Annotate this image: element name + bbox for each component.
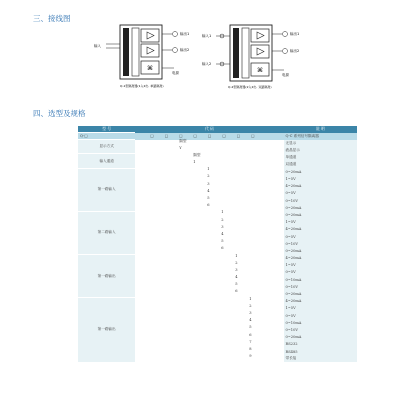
second-output-code: 8 <box>135 348 283 355</box>
table-row <box>78 211 357 218</box>
wiring-diagram-right <box>200 24 310 94</box>
second-input-desc: 4~20mA <box>284 226 358 233</box>
first-output-code: 2 <box>135 262 283 269</box>
input-channels-code: 隔型 <box>135 154 283 161</box>
second-input-code: 6 <box>135 247 283 254</box>
model-row <box>78 133 357 140</box>
first-input-code: 2 <box>135 175 283 182</box>
table-row <box>78 298 357 305</box>
second-output-desc: 0~10mA <box>284 319 358 326</box>
first-input-desc: 0~5V <box>284 190 358 197</box>
second-output-desc: RS232 <box>284 341 358 348</box>
second-output-desc: RS485 <box>284 348 358 355</box>
input-channels-desc: 双通道 <box>284 161 358 168</box>
first-output-code: 5 <box>135 283 283 290</box>
diagram-caption: Q-1型隔离器(1入2出, 单路隔离) <box>120 84 164 88</box>
first-output-code: 6 <box>135 290 283 297</box>
header-model: 型 号 <box>78 126 135 133</box>
wiring-diagram-left <box>92 24 202 94</box>
input2-label: 输入2 <box>202 62 212 66</box>
output1-label: 输出1 <box>180 32 190 36</box>
svg-text:⌘: ⌘ <box>257 67 263 74</box>
first-input-desc: 1~5V <box>284 175 358 182</box>
second-input-desc: 0~20mA <box>284 247 358 254</box>
output1-label: 输出1 <box>290 32 300 36</box>
first-output-desc: 0~10V <box>284 283 358 290</box>
code-box: □ <box>150 134 154 138</box>
power-label: 电源 <box>282 73 289 77</box>
table-row <box>78 168 357 175</box>
input-channels-label: 输入通道 <box>78 154 135 168</box>
first-output-label: 第一路输出 <box>78 255 135 298</box>
second-output-code: 9 <box>135 355 283 362</box>
table-row <box>78 140 357 147</box>
diagram-caption: Q-2型隔离器(2入2出, 双路隔离) <box>228 85 272 89</box>
second-input-code: 2 <box>135 219 283 226</box>
header-code: 代 码 <box>135 126 283 133</box>
second-input-desc: 0~5V <box>284 233 358 240</box>
power-label: 电源 <box>172 71 179 75</box>
table-row <box>78 154 357 161</box>
model-desc: Q-C 系列信号隔离器 <box>284 133 358 140</box>
second-output-desc: 0~5V <box>284 312 358 319</box>
second-input-code: 4 <box>135 233 283 240</box>
second-input-label: 第二路输入 <box>78 211 135 254</box>
first-output-desc: 0~10mA <box>284 276 358 283</box>
second-input-code: 1 <box>135 211 283 218</box>
code-box: □ <box>179 134 183 138</box>
first-input-label: 第一路输入 <box>78 168 135 211</box>
model-code: Q-□ <box>78 133 135 140</box>
input-channels-code: 1 <box>135 161 283 168</box>
first-output-desc: 1~5V <box>284 262 358 269</box>
first-output-code: 1 <box>135 255 283 262</box>
section-title-models: 四、选型及规格 <box>33 109 86 118</box>
first-output-desc: 4~20mA <box>284 255 358 262</box>
second-output-code: 3 <box>135 312 283 319</box>
first-output-code: 3 <box>135 269 283 276</box>
output2-label: 输出2 <box>290 49 300 53</box>
first-output-code: 4 <box>135 276 283 283</box>
first-output-desc: 0~5V <box>284 269 358 276</box>
input1-label: 输入1 <box>202 34 212 38</box>
first-input-code: 1 <box>135 168 283 175</box>
table-row <box>78 255 357 262</box>
first-input-code: 4 <box>135 190 283 197</box>
second-output-code: 2 <box>135 305 283 312</box>
first-input-code: 6 <box>135 204 283 211</box>
second-output-label: 第一路输出 <box>78 298 135 363</box>
section-title-wiring: 三、接线图 <box>33 14 71 23</box>
code-box: □ <box>193 134 197 138</box>
model-selection-table <box>78 126 357 363</box>
code-box: □ <box>207 134 212 138</box>
output2-label: 输出2 <box>180 48 190 52</box>
display-mode-code: Y <box>135 147 283 154</box>
input-label: 输入 <box>94 44 101 48</box>
first-input-code: 3 <box>135 183 283 190</box>
code-box: □ <box>251 134 255 138</box>
second-output-desc: 1~5V <box>284 305 358 312</box>
first-input-code: 5 <box>135 197 283 204</box>
second-output-desc: 带长接 <box>284 355 358 362</box>
first-output-desc: 0~20mA <box>284 290 358 297</box>
display-mode-desc: 无显示 <box>284 140 358 147</box>
first-input-desc: 0~20mA <box>284 204 358 211</box>
second-input-desc: 0~20mA <box>284 211 358 218</box>
header-desc: 说 明 <box>284 126 358 133</box>
second-output-desc: 0~10V <box>284 326 358 333</box>
svg-text:⌘: ⌘ <box>147 65 153 72</box>
code-box: □ <box>236 134 241 138</box>
second-output-desc: 4~20mA <box>284 298 358 305</box>
second-input-desc: 0~10V <box>284 240 358 247</box>
second-input-code: 3 <box>135 226 283 233</box>
second-output-code: 5 <box>135 326 283 333</box>
display-mode-label: 显示方式 <box>78 140 135 154</box>
second-output-code: 1 <box>135 298 283 305</box>
model-code-boxes <box>135 133 283 140</box>
second-output-code: 7 <box>135 341 283 348</box>
code-box: □ <box>164 134 169 138</box>
second-output-code: 6 <box>135 334 283 341</box>
code-box: □ <box>222 134 226 138</box>
first-input-desc: 4~20mA <box>284 183 358 190</box>
second-input-code: 5 <box>135 240 283 247</box>
second-output-desc: 0~20mA <box>284 334 358 341</box>
first-input-desc: 0~10V <box>284 197 358 204</box>
second-output-code: 4 <box>135 319 283 326</box>
input-channels-desc: 单通道 <box>284 154 358 161</box>
display-mode-desc: 液晶显示 <box>284 147 358 154</box>
second-input-desc: 1~5V <box>284 219 358 226</box>
first-input-desc: 0~20mA <box>284 168 358 175</box>
display-mode-code: 隔型 <box>135 140 283 147</box>
